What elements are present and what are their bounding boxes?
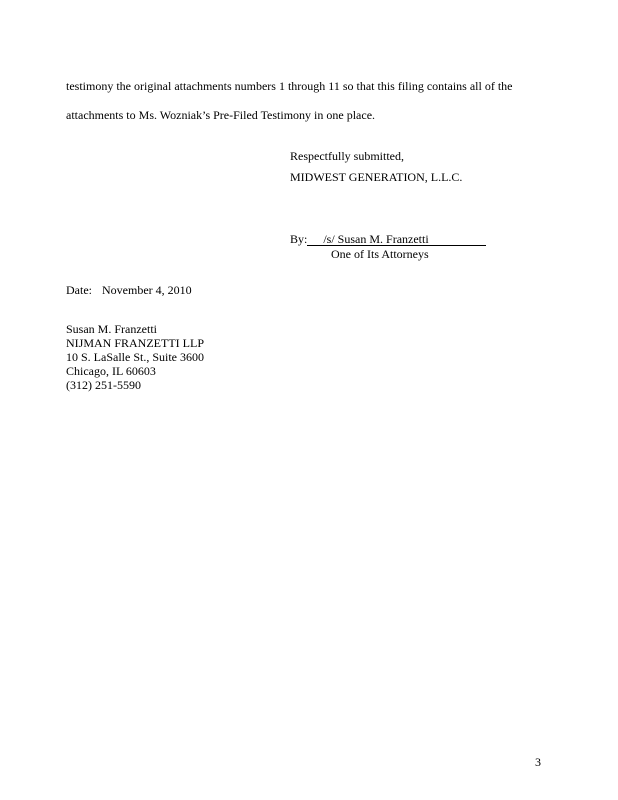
body-text-line: testimony the original attachments numbers 1 through 11 so that this filing contains all of the — [66, 79, 513, 93]
page-number: 3 — [535, 755, 541, 769]
address-line: NIJMAN FRANZETTI LLP — [66, 336, 204, 350]
date-value: November 4, 2010 — [102, 283, 192, 297]
address-line: Chicago, IL 60603 — [66, 364, 156, 378]
closing-valediction: Respectfully submitted, — [290, 149, 404, 163]
signature-signer: /s/ Susan M. Franzetti — [307, 233, 486, 246]
signature-by-label: By: — [290, 232, 308, 246]
signature-line — [290, 233, 486, 246]
address-line: (312) 251-5590 — [66, 378, 141, 392]
signature-title: One of Its Attorneys — [331, 247, 429, 261]
body-text-line: attachments to Ms. Wozniak’s Pre-Filed Testimony in one place. — [66, 108, 376, 122]
closing-party-name: MIDWEST GENERATION, L.L.C. — [290, 170, 463, 184]
date-line — [66, 284, 192, 296]
address-line: 10 S. LaSalle St., Suite 3600 — [66, 350, 204, 364]
address-line: Susan M. Franzetti — [66, 322, 157, 336]
date-label: Date: — [66, 283, 92, 297]
